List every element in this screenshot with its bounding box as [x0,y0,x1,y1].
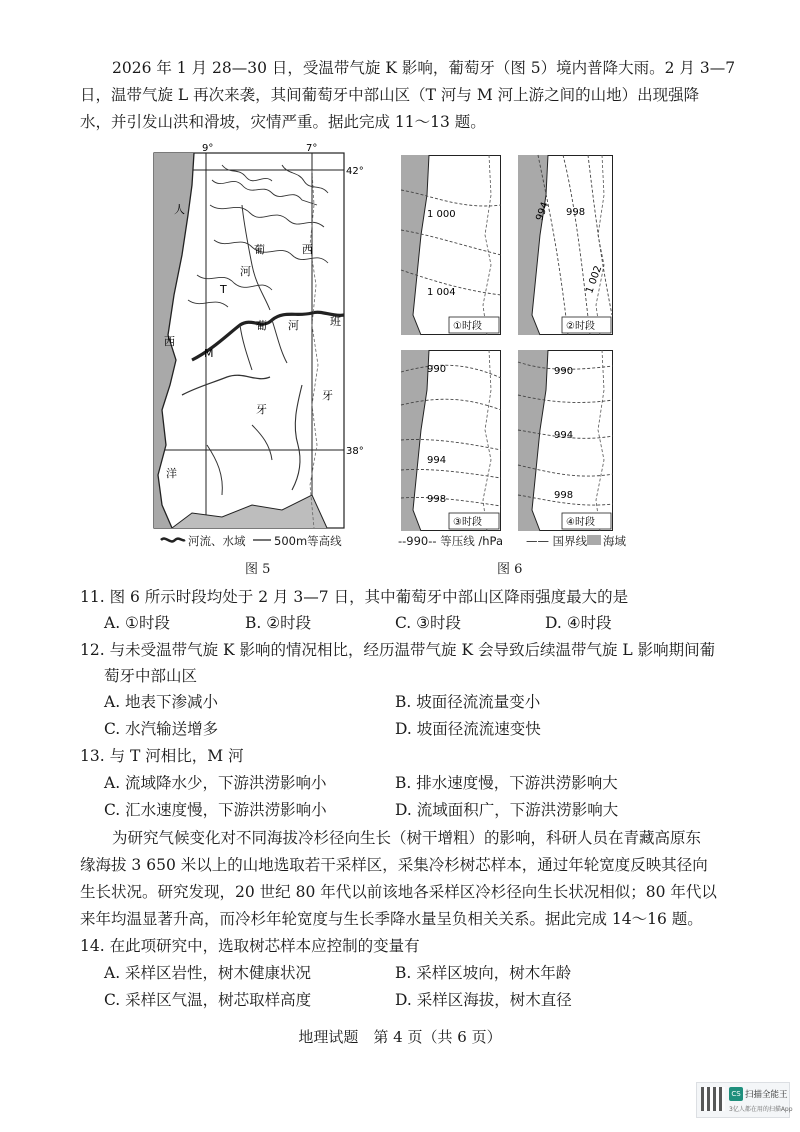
fig6-caption: 图 6 [497,562,523,577]
figure-6-panel-1 [401,155,501,335]
q14-option-b: B. 采样区坡向，树木年龄 [395,964,572,982]
figure-6-panel-2 [518,155,613,335]
fig6-legend-border: —— 国界线 [526,534,588,548]
panel3-isobar-998: 998 [427,494,447,505]
q12-option-c: C. 水汽输送增多 [104,720,219,738]
panel1-label: ①时段 [453,321,482,332]
cs-logo-icon: CS [729,1087,743,1101]
intro-line-1: 2026 年 1 月 28—30 日，受温带气旋 K 影响，葡萄牙（图 5）境内普降大雨。2 月 3—7 [112,59,736,77]
sea-legend-swatch [587,535,601,545]
qr-code-icon [701,1087,725,1111]
intro-line-3: 水，并引发山洪和滑坡，灾情严重。据此完成 11～13 题。 [80,113,486,131]
q12-option-d: D. 坡面径流流速变快 [395,720,541,738]
fig5-label-ban: 班 [330,315,341,328]
fig5-lat-38: 38° [346,446,364,457]
fig5-label-ya2: 牙 [256,403,267,416]
q13-option-b: B. 排水速度慢，下游洪涝影响大 [395,774,618,792]
q12-option-b: B. 坡面径流流量变小 [395,693,541,711]
fig6-legend-isobar: --990-- 等压线 /hPa [398,534,503,548]
q13-option-d: D. 流域面积广，下游洪涝影响大 [395,801,619,819]
q14-stem: 14. 在此项研究中，选取树芯样本应控制的变量有 [80,937,420,955]
panel4-isobar-998: 998 [554,490,574,501]
q12-stem-2: 萄牙中部山区 [104,667,198,685]
q13-stem: 13. 与 T 河相比，M 河 [80,747,244,765]
fig5-label-xi2: 西 [302,243,313,256]
fig5-label-yang: 洋 [166,467,177,480]
scanner-badge [696,1082,793,1118]
intro2-line-2: 缘海拔 3 650 米以上的山地选取若干采样区，采集冷杉树芯样本，通过年轮宽度反映其径向 [80,856,708,874]
q11-option-b: B. ②时段 [245,614,312,632]
panel2-isobar-994: 994 [534,200,552,223]
q14-option-a: A. 采样区岩性，树木健康状况 [104,964,312,982]
panel1-isobar-1004: 1 004 [427,287,456,298]
figure-6-panel-3 [401,350,501,531]
fig5-label-he: 河 [240,265,251,278]
panel2-label: ②时段 [566,321,595,332]
panel3-isobar-990: 990 [427,364,447,375]
intro-line-2: 日，温带气旋 L 再次来袭，其间葡萄牙中部山区（T 河与 M 河上游之间的山地）出现强降 [80,86,700,104]
q11-option-d: D. ④时段 [545,614,612,632]
fig5-lon-7: 7° [306,143,318,154]
page-footer: 地理试题 第 4 页（共 6 页） [298,1028,502,1046]
fig5-label-M: M [204,347,214,360]
panel1-isobar-1000: 1 000 [427,209,456,220]
intro2-line-1: 为研究气候变化对不同海拔冷杉径向生长（树干增粗）的影响，科研人员在青藏高原东 [112,829,702,847]
panel2-isobar-1002: 1 002 [584,264,605,296]
q12-option-a: A. 地表下渗减小 [104,693,219,711]
q14-option-d: D. 采样区海拔，树木直径 [395,991,572,1009]
intro2-line-4: 来年均温显著升高，而冷杉年轮宽度与生长季降水量呈负相关关系。据此完成 14～16 题。 [80,910,703,928]
q11-stem: 11. 图 6 所示时段均处于 2 月 3—7 日，其中葡萄牙中部山区降雨强度最大的是 [80,588,629,606]
panel4-label: ④时段 [566,517,595,528]
fig5-label-pu2: 葡 [256,319,267,332]
fig5-lat-42: 42° [346,166,364,177]
intro2-line-3: 生长状况。研究发现，20 世纪 80 年代以前该地各采样区冷杉径向生长状况相似；80 年代以 [80,883,717,901]
q13-option-a: A. 流域降水少，下游洪涝影响小 [104,774,327,792]
fig5-legend-contour: 500m等高线 [274,534,342,548]
figure-5-map [152,143,364,532]
q14-option-c: C. 采样区气温，树芯取样高度 [104,991,312,1009]
figure-6-panel-4 [518,350,613,531]
fig5-label-xi: 西 [164,335,175,348]
q12-stem-1: 12. 与未受温带气旋 K 影响的情况相比，经历温带气旋 K 会导致后续温带气旋 L 影响期间葡 [80,641,716,659]
fig5-label-T: T [220,283,227,296]
scanner-subtitle: 3亿人都在用的扫描App [729,1106,793,1113]
fig6-legend-sea: 海域 [603,534,626,548]
fig5-lon-9: 9° [202,143,214,154]
q13-option-c: C. 汇水速度慢，下游洪涝影响小 [104,801,327,819]
panel4-isobar-990: 990 [554,366,574,377]
fig5-label-ya: 牙 [322,389,333,402]
panel2-isobar-998: 998 [566,207,586,218]
fig5-caption: 图 5 [245,562,271,577]
fig5-legend-river: 河流、水域 [188,534,246,548]
fig5-label-ren: 人 [174,203,185,216]
fig5-label-he2: 河 [288,319,299,332]
scanner-title: 扫描全能王 [745,1090,788,1100]
fig5-label-pu: 葡 [254,243,265,256]
panel4-isobar-994: 994 [554,430,574,441]
q11-option-c: C. ③时段 [395,614,462,632]
q11-option-a: A. ①时段 [104,614,170,632]
panel3-isobar-994: 994 [427,455,447,466]
river-legend-icon [160,534,186,546]
panel3-label: ③时段 [453,517,482,528]
contour-legend-icon [252,534,272,546]
